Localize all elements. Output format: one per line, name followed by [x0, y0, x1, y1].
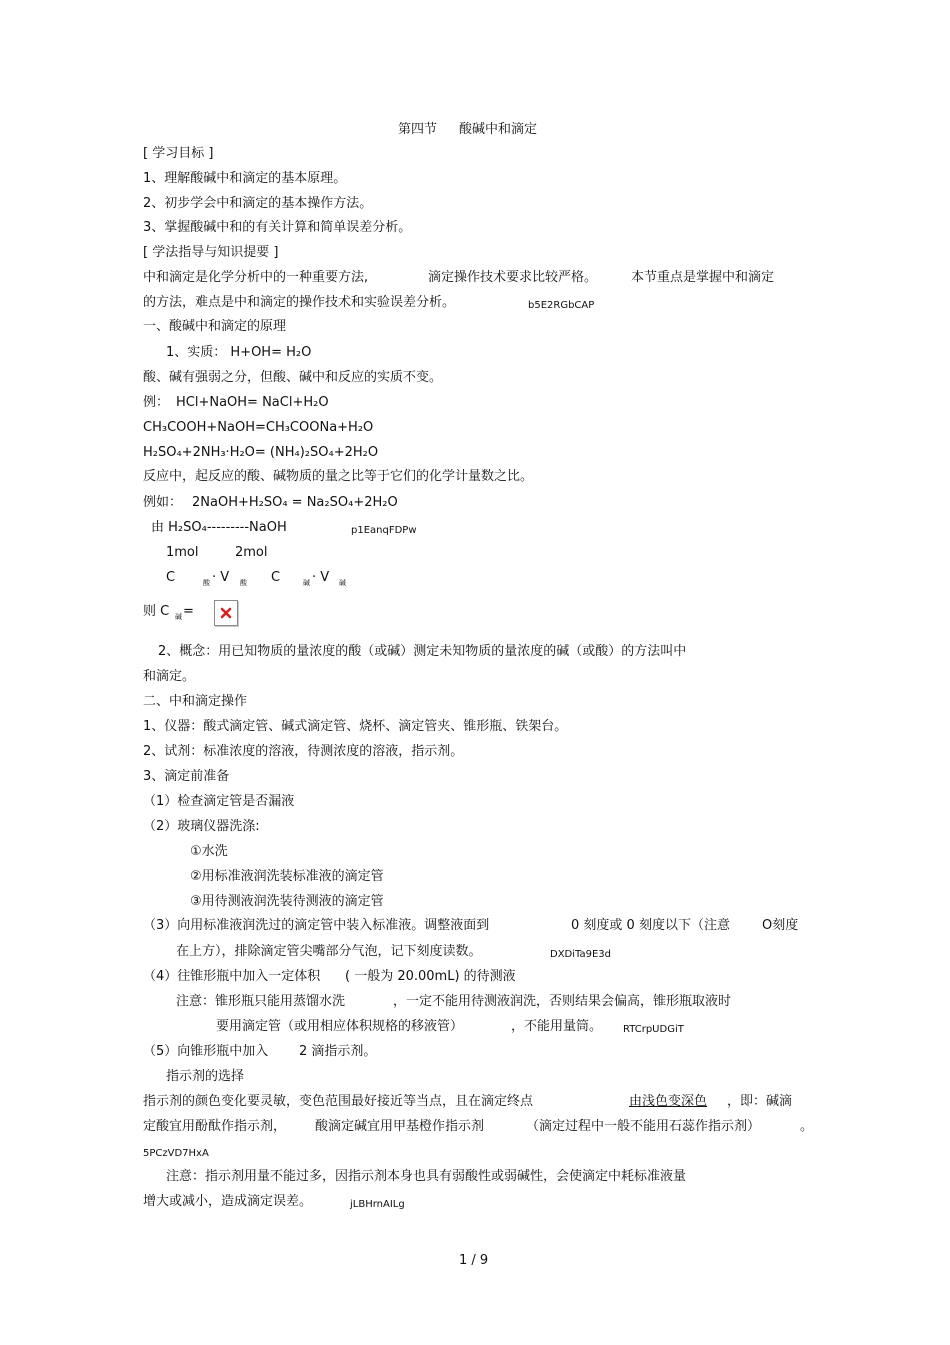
note-3: 注意：指示剂用量不能过多，因指示剂本身也具有弱酸性或弱碱性，会使滴定中耗标准液量	[166, 1169, 687, 1184]
step-2: （2）玻璃仪器洗涤:	[143, 819, 260, 834]
equation-2: CH₃COOH+NaOH=CH₃COONa+H₂O	[143, 420, 374, 435]
equation-1: HCl+NaOH= NaCl+H₂O	[176, 395, 329, 410]
v-base-subscript: 碱	[339, 579, 346, 587]
broken-image-icon	[215, 601, 237, 625]
step-3b: 0 刻度或 0 刻度以下（注意	[571, 918, 730, 933]
c-base-subscript: 碱	[303, 579, 310, 587]
principle-note: 酸、碱有强弱之分，但酸、碱中和反应的实质不变。	[143, 370, 443, 385]
page-title: 酸碱中和滴定	[459, 122, 538, 137]
prep-header: 3、滴定前准备	[143, 769, 230, 784]
doc-code-1: b5E2RGbCAP	[528, 300, 595, 311]
v-acid-subscript: 酸	[240, 579, 247, 587]
doc-code-5: 5PCzVD7HxA	[143, 1148, 209, 1159]
indicator-line-2b: 酸滴定碱宜用甲基橙作指示剂	[315, 1119, 485, 1134]
guide-text-2: 的方法，难点是中和滴定的操作技术和实验误差分析。	[143, 295, 456, 310]
then-c: 则 C	[143, 604, 170, 619]
indicator-line-1c: ，即：碱滴	[727, 1094, 793, 1109]
guide-header: [ 学法指导与知识提要 ]	[143, 245, 279, 260]
note-1a: 注意：锥形瓶只能用蒸馏水洗	[176, 994, 346, 1009]
instruments-line: 1、仪器：酸式滴定管、碱式滴定管、烧杯、滴定管夹、锥形瓶、铁架台。	[143, 719, 568, 734]
wash-1: ①水洗	[190, 844, 228, 859]
section-number: 第四节	[398, 122, 438, 137]
concept-line-1: 2、概念：用已知物质的量浓度的酸（或碱）测定未知物质的量浓度的碱（或酸）的方法叫中	[158, 644, 687, 659]
mol-base: 2mol	[235, 545, 268, 560]
operation-header: 二、中和滴定操作	[143, 694, 248, 709]
formula-image-placeholder	[214, 600, 238, 626]
goal-item-1: 1、理解酸碱中和滴定的基本原理。	[143, 171, 347, 186]
guide-text-1c: 本节重点是掌握中和滴定	[631, 270, 775, 285]
indicator-line-2d: 。	[800, 1119, 814, 1134]
equation-3: H₂SO₄+2NH₃·H₂O= (NH₄)₂SO₄+2H₂O	[143, 445, 379, 460]
wash-2: ②用标准液润洗装标准液的滴定管	[190, 869, 384, 884]
doc-code-3: DXDiTa9E3d	[550, 949, 612, 960]
step-1: （1）检查滴定管是否漏液	[143, 794, 295, 809]
doc-code-6: jLBHrnAILg	[350, 1199, 405, 1210]
doc-code-4: RTCrpUDGiT	[623, 1024, 684, 1035]
mol-acid: 1mol	[166, 545, 199, 560]
equation-4: 2NaOH+H₂SO₄ = Na₂SO₄+2H₂O	[192, 495, 398, 510]
v-acid: · V	[212, 570, 230, 585]
v-base: · V	[312, 570, 330, 585]
step-5b: 2 滴指示剂。	[299, 1044, 377, 1059]
stoich-relation: 由 H₂SO₄---------NaOH	[151, 520, 287, 535]
essence-equation: 1、实质： H+OH= H₂O	[166, 345, 312, 360]
example-label: 例：	[143, 395, 170, 410]
example-label-2: 例如：	[143, 495, 183, 510]
then-c-subscript: 碱	[175, 613, 182, 621]
guide-text-1b: 滴定操作技术要求比较严格。	[428, 270, 598, 285]
c-acid-subscript: 酸	[203, 579, 210, 587]
note-1b: ，一定不能用待测液润洗，否则结果会偏高，锥形瓶取液时	[393, 994, 732, 1009]
note-2b: ，不能用量筒。	[511, 1019, 603, 1034]
wash-3: ③用待测液润洗装待测液的滴定管	[190, 894, 384, 909]
page-number: 1 / 9	[459, 1253, 489, 1268]
step-5a: （5）向锥形瓶中加入	[143, 1044, 269, 1059]
goal-item-3: 3、掌握酸碱中和的有关计算和简单误差分析。	[143, 220, 412, 235]
goals-header: [ 学习目标 ]	[143, 146, 214, 161]
doc-code-2: p1EanqFDPw	[351, 525, 417, 536]
note-4: 增大或减小，造成滴定误差。	[143, 1194, 313, 1209]
indicator-line-1b: 由浅色变深色	[629, 1094, 708, 1109]
then-equals: =	[183, 604, 194, 619]
c-acid: C	[166, 570, 176, 585]
step-3a: （3）向用标准液润洗过的滴定管中装入标准液。调整液面到	[143, 918, 490, 933]
indicator-header: 指示剂的选择	[166, 1069, 245, 1084]
step-4b: ( 一般为 20.00mL) 的待测液	[345, 969, 516, 984]
indicator-line-2a: 定酸宜用酚酞作指示剂，	[143, 1119, 287, 1134]
step-3d: 在上方），排除滴定管尖嘴部分气泡，记下刻度读数。	[176, 944, 482, 959]
step-3c: O刻度	[762, 918, 799, 933]
goal-item-2: 2、初步学会中和滴定的基本操作方法。	[143, 196, 373, 211]
principle-header: 一、酸碱中和滴定的原理	[143, 319, 287, 334]
step-4a: （4）往锥形瓶中加入一定体积	[143, 969, 321, 984]
ratio-statement: 反应中，起反应的酸、碱物质的量之比等于它们的化学计量数之比。	[143, 469, 534, 484]
reagents-line: 2、试剂：标准浓度的溶液，待测浓度的溶液，指示剂。	[143, 744, 464, 759]
note-2a: 要用滴定管（或用相应体积规格的移液管）	[216, 1019, 464, 1034]
concept-line-2: 和滴定。	[143, 669, 196, 684]
c-base: C	[271, 570, 281, 585]
guide-text-1a: 中和滴定是化学分析中的一种重要方法,	[143, 270, 369, 285]
indicator-line-2c: （滴定过程中一般不能用石蕊作指示剂）	[526, 1119, 761, 1134]
indicator-line-1a: 指示剂的颜色变化要灵敏，变色范围最好接近等当点，且在滴定终点	[143, 1094, 534, 1109]
